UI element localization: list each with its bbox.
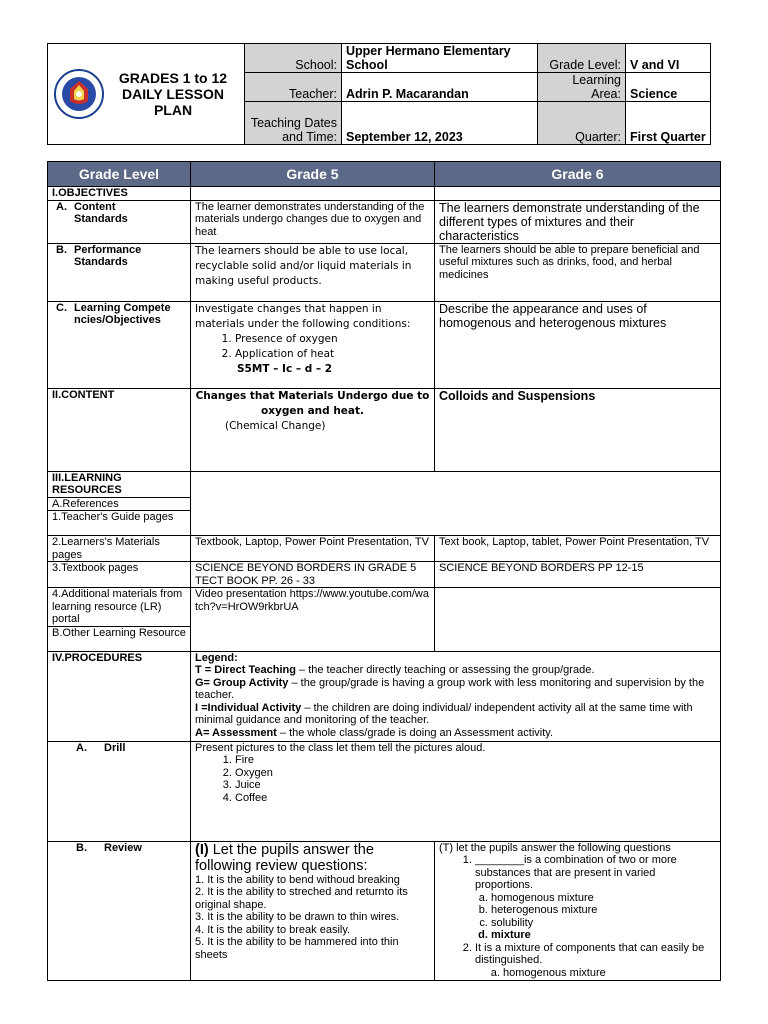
- textbook-g5: SCIENCE BEYOND BORDERS IN GRADE 5 TECT BOOK PP. 26 - 33: [191, 562, 435, 588]
- legend-item: T = Direct Teaching – the teacher directly teaching or assessing the group/grade.: [195, 664, 595, 676]
- competencies-label: C. Learning Competencies/Objectives: [48, 301, 191, 388]
- content-g5: Changes that Materials Undergo due to oxygen and heat. (Chemical Change): [191, 388, 435, 471]
- teacher-label: Teacher:: [245, 73, 342, 102]
- school-label: School:: [245, 44, 342, 73]
- header-title-cell: [48, 44, 245, 145]
- quarter-value: First Quarter: [626, 102, 711, 145]
- review-g6-question: 2. It is a mixture of components that can easily be distinguished. a. homogenous mixture: [475, 942, 716, 980]
- drill-label: A. Drill: [48, 741, 191, 841]
- other-resource-label: B.Other Learning Resource: [48, 626, 191, 651]
- procedures-heading: IV.PROCEDURES: [48, 651, 191, 741]
- column-header-grade5: Grade 5: [191, 162, 435, 187]
- drill-item: 4. Coffee: [235, 792, 716, 805]
- content-standards-g6: The learners demonstrate understanding of the different types of mixtures and their characteristics: [435, 200, 721, 243]
- drill-item: 1. Fire: [235, 754, 716, 767]
- textbook-g6: SCIENCE BEYOND BORDERS PP 12-15: [435, 562, 721, 588]
- grade-level-label: Grade Level:: [538, 44, 626, 73]
- lesson-plan-table: [47, 161, 721, 981]
- content-heading: II.CONTENT: [48, 388, 191, 471]
- competency-item: 1. Presence of oxygen: [235, 332, 430, 347]
- competency-item: 2. Application of heat: [235, 347, 430, 362]
- references-label: A.References: [48, 497, 191, 511]
- review-question: 4. It is the ability to break easily.: [195, 923, 351, 936]
- drill-item: 2. Oxygen: [235, 767, 716, 780]
- learners-materials-g6: Text book, Laptop, tablet, Power Point Presentation, TV: [435, 536, 721, 562]
- column-header-grade6: Grade 6: [435, 162, 721, 187]
- objectives-heading: I.OBJECTIVES: [48, 187, 191, 201]
- review-g5: (I) Let the pupils answer the following review questions: 1. It is the ability to bend withoud breaking 2. It is the ability to streched and returnto its original shape. 3. It is the ability to be drawn to thin wires. 4. It is the ability to break easily. 5. It is the ability to be hammered into thin sheets: [191, 841, 435, 980]
- grade-level-value: V and VI: [626, 44, 711, 73]
- legend-item: A= Assessment – the whole class/grade is doing an Assessment activity.: [195, 726, 554, 739]
- learners-materials-label: 2.Learners's Materials pages: [48, 536, 191, 562]
- review-label: B. Review: [48, 841, 191, 980]
- review-g6-question: 1. ________is a combination of two or more substances that are present in varied proportions. a. homogenous mixture b. heterogenous mixture c. solubility d. mixture: [475, 854, 716, 942]
- school-value: Upper Hermano Elementary School: [342, 44, 538, 73]
- legend-block: Legend: T = Direct Teaching – the teacher directly teaching or assessing the group/grade. G= Group Activity – the group/grade is having a group work with less monitoring and supervision by the teacher. I =Individual Activity – the children are doing individual/ independent activity all at the same time with minimal guidance and monitoring of the teacher. A= Assessment – the whole class/grade is doing an Assessment activity.: [191, 651, 721, 741]
- learning-area-value: Science: [626, 73, 711, 102]
- performance-standards-label: B. Performance Standards: [48, 243, 191, 301]
- review-question: 5. It is the ability to be hammered into thin sheets: [195, 936, 399, 961]
- competencies-g6: Describe the appearance and uses of homogenous and heterogenous mixtures: [435, 301, 721, 388]
- drill-item: 3. Juice: [235, 779, 716, 792]
- drill-content: Present pictures to the class let them tell the pictures aloud. 1. Fire 2. Oxygen 3. Juice 4. Coffee: [191, 741, 721, 841]
- document-title: GRADES 1 to 12 DAILY LESSON PLAN: [118, 70, 228, 118]
- quarter-label: Quarter:: [538, 102, 626, 145]
- learners-materials-g5: Textbook, Laptop, Power Point Presentation, TV: [191, 536, 435, 562]
- dates-label: Teaching Dates and Time:: [245, 102, 342, 145]
- dates-value: September 12, 2023: [342, 102, 538, 145]
- legend-item: G= Group Activity – the group/grade is having a group work with less monitoring and supervision by the teacher.: [195, 676, 705, 701]
- review-question: 2. It is the ability to streched and returnto its original shape.: [195, 886, 408, 911]
- textbook-label: 3.Textbook pages: [48, 562, 191, 588]
- performance-standards-g6: The learners should be able to prepare beneficial and useful mixtures such as drinks, food, and herbal medicines: [435, 243, 721, 301]
- review-question: 3. It is the ability to be drawn to thin wires.: [195, 911, 400, 923]
- legend-item: I =Individual Activity – the children are doing individual/ independent activity all at the same time with minimal guidance and monitoring of the teacher.: [195, 701, 693, 726]
- resources-heading: III.LEARNING RESOURCES: [48, 471, 191, 497]
- competencies-g5: Investigate changes that happen in materials under the following conditions: 1. Presence of oxygen 2. Application of heat S5MT – Ic – d – 2: [191, 301, 435, 388]
- competency-code: S5MT – Ic – d – 2: [237, 362, 333, 375]
- deped-seal-icon: [54, 69, 104, 119]
- learning-area-label: Learning Area:: [538, 73, 626, 102]
- review-g6: (T) let the pupils answer the following questions 1. ________is a combination of two or more substances that are present in varied proportions. a. homogenous mixture b. heterogenous mixture c. solubility d. mixture 2. It is a mixture of components that can easily be distinguished. a. homogenous mixture: [435, 841, 721, 980]
- teachers-guide-label: 1.Teacher's Guide pages: [48, 511, 191, 536]
- additional-materials-g5: Video presentation https://www.youtube.com/watch?v=HrOW9rkbrUA: [191, 588, 435, 652]
- review-question: 1. It is the ability to bend withoud breaking: [195, 873, 400, 886]
- column-header-grade-level: Grade Level: [48, 162, 191, 187]
- teacher-value: Adrin P. Macarandan: [342, 73, 538, 102]
- content-standards-g5: The learner demonstrates understanding of the materials undergo changes due to oxygen and heat: [191, 200, 435, 243]
- header-table: [47, 43, 711, 145]
- content-standards-label: A. Content Standards: [48, 200, 191, 243]
- content-g6: Colloids and Suspensions: [435, 388, 721, 471]
- performance-standards-g5: The learners should be able to use local, recyclable solid and/or liquid materials in making useful products.: [191, 243, 435, 301]
- additional-materials-label: 4.Additional materials from learning resource (LR) portal: [48, 588, 191, 627]
